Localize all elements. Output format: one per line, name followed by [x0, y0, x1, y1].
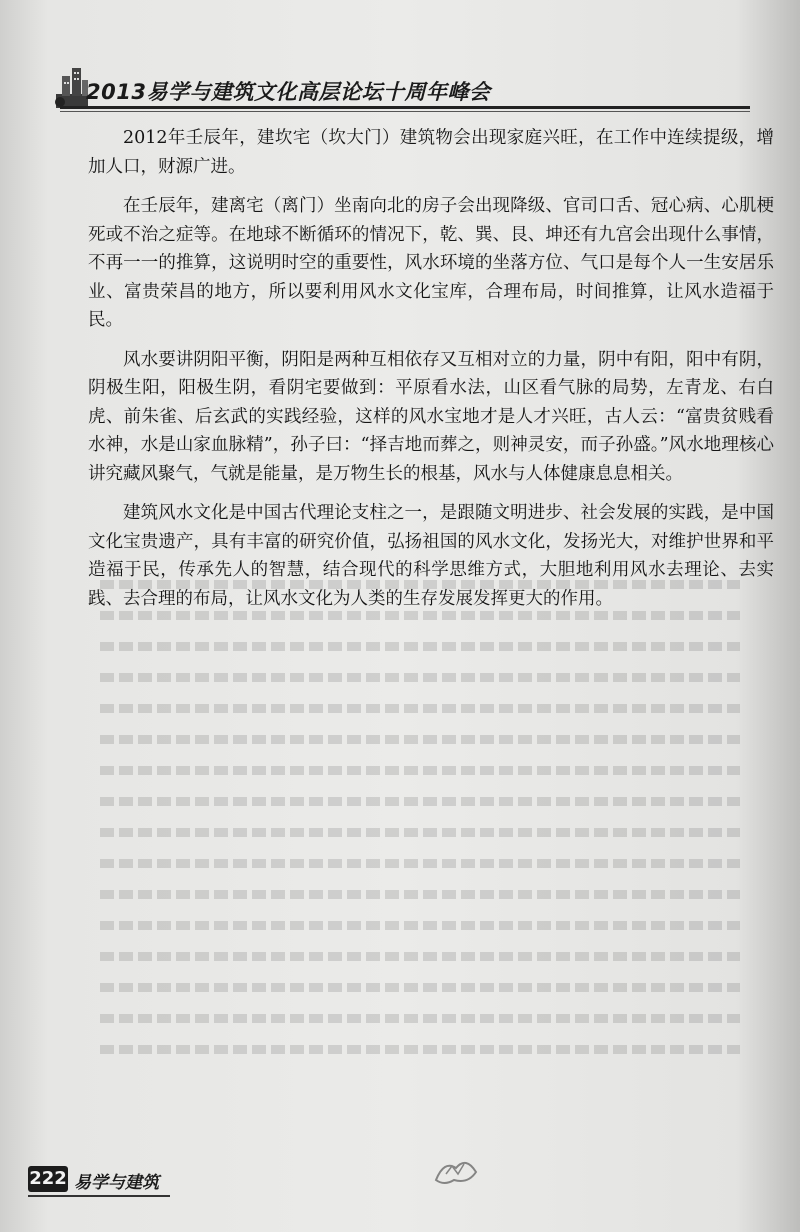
bleed-line — [100, 890, 740, 899]
paragraph: 2012年壬辰年，建坎宅（坎大门）建筑物会出现家庭兴旺，在工作中连续提级，增加人口，财源广进。 — [88, 128, 774, 177]
bleed-line — [100, 952, 740, 961]
conference-title: 2013易学与建筑文化高层论坛十周年峰会 — [86, 80, 491, 104]
ink-stamp-icon — [432, 1150, 480, 1188]
bleed-line — [100, 828, 740, 837]
reverse-side-bleed-through — [100, 580, 740, 1100]
bleed-line — [100, 921, 740, 930]
journal-title: 易学与建筑 — [74, 1173, 159, 1193]
bleed-line — [100, 1045, 740, 1054]
page-header — [30, 64, 750, 116]
bleed-line — [100, 580, 740, 589]
bleed-line — [100, 611, 740, 620]
page-footer — [28, 1162, 328, 1202]
footer-rule — [28, 1195, 170, 1197]
article-body — [88, 124, 774, 624]
page-number: 222 — [28, 1166, 68, 1192]
header-rule — [60, 106, 750, 109]
bleed-line — [100, 642, 740, 651]
paragraph: 风水要讲阴阳平衡，阴阳是两种互相依存又互相对立的力量，阴中有阳，阳中有阴，阴极生阳，阳极生阴，看阴宅要做到：平原看水法，山区看气脉的局势，左青龙、右白虎、前朱雀、后玄武的实践经验，这样的风水宝地才是人才兴旺，古人云：“富贵贫贱看水神，水是山家血脉精”，孙子曰：“择吉地而葬之，则神灵安，而子孙盛。”风水地理核心讲究藏风聚气，气就是能量，是万物生长的根基，风水与人体健康息息相关。 — [88, 349, 774, 484]
bleed-line — [100, 766, 740, 775]
bleed-line — [100, 704, 740, 713]
bleed-line — [100, 859, 740, 868]
paragraph: 在壬辰年，建离宅（离门）坐南向北的房子会出现降级、官司口舌、冠心病、心肌梗死或不治之症等。在地球不断循环的情况下，乾、巽、艮、坤还有九宫会出现什么事情，不再一一的推算，这说明时空的重要性，风水环境的坐落方位、气口是每个人一生安居乐业、富贵荣昌的地方，所以要利用风水文化宝库，合理布局，时间推算，让风水造福于民。 — [88, 196, 774, 330]
paragraph: 建筑风水文化是中国古代理论支柱之一，是跟随文明进步、社会发展的实践，是中国文化宝贵遗产，具有丰富的研究价值，弘扬祖国的风水文化，发扬光大，对维护世界和平造福于民，传承先人的智慧，结合现代的科学思维方式，大胆地利用风水去理论、去实践、去合理的布局，让风水文化为人类的生存发展发挥更大的作用。 — [88, 503, 774, 609]
header-rule-thin — [60, 111, 750, 112]
bleed-line — [100, 797, 740, 806]
bleed-line — [100, 983, 740, 992]
bleed-line — [100, 673, 740, 682]
bleed-line — [100, 735, 740, 744]
bleed-line — [100, 1014, 740, 1023]
